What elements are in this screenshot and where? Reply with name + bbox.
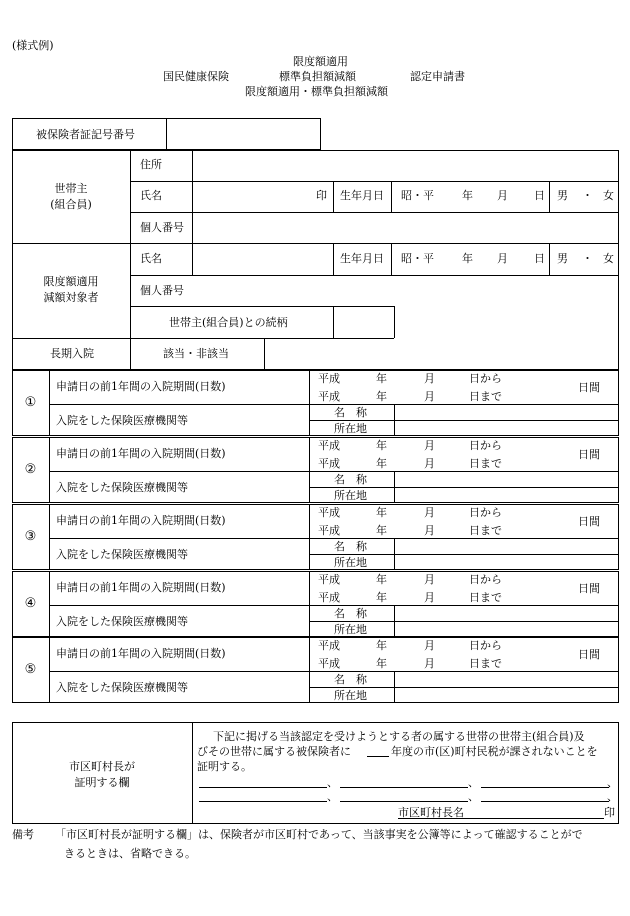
target-year: 年 [462, 252, 473, 265]
period-from: 日から [469, 372, 502, 385]
title-center: 標準負担額減額 [279, 70, 356, 83]
householder-birthdate-label: 生年月日 [340, 189, 384, 202]
period-from: 日から [469, 639, 502, 652]
mayor-seal: 印 [604, 806, 615, 819]
target-dot: ・ [582, 252, 593, 265]
remarks-line1: 「市区町村長が証明する欄」は、保険者が市区町村であって、当該事実を公簿等によって確認することがで [55, 828, 583, 841]
period-duration-label: 申請日の前1年間の入院期間(日数) [56, 647, 226, 660]
period-institution-label: 入院をした保険医療機関等 [56, 615, 188, 628]
period-number: ① [24, 395, 37, 410]
period-month: 月 [424, 439, 435, 452]
period-to: 日まで [469, 657, 502, 670]
period-institution-name-label: 名 称 [334, 406, 367, 419]
period-duration-label: 申請日の前1年間の入院期間(日数) [56, 380, 226, 393]
remarks-line2: きるときは、省略できる。 [64, 847, 196, 860]
period-month: 月 [424, 506, 435, 519]
period-from: 日から [469, 506, 502, 519]
householder-month: 月 [497, 189, 508, 202]
period-month: 月 [424, 573, 435, 586]
period-month: 月 [424, 390, 435, 403]
target-name-label: 氏名 [140, 252, 162, 265]
householder-era: 昭・平 [401, 189, 434, 202]
period-era: 平成 [318, 524, 340, 537]
period-year: 年 [376, 457, 387, 470]
period-month: 月 [424, 457, 435, 470]
certification-label-2: 証明する欄 [74, 776, 130, 789]
period-year: 年 [376, 372, 387, 385]
period-days: 日間 [578, 648, 600, 661]
comma-5: 、 [468, 790, 479, 803]
period-to: 日まで [469, 591, 502, 604]
period-era: 平成 [318, 390, 340, 403]
period-duration-label: 申請日の前1年間の入院期間(日数) [56, 514, 226, 527]
target-era: 昭・平 [401, 252, 434, 265]
target-male: 男 [557, 252, 568, 265]
period-era: 平成 [318, 657, 340, 670]
remarks-label: 備考 [12, 828, 34, 841]
period-era: 平成 [318, 372, 340, 385]
title-right: 認定申請書 [410, 70, 465, 83]
householder-male: 男 [557, 189, 568, 202]
target-month: 月 [497, 252, 508, 265]
form-label: (様式例) [12, 39, 54, 52]
mayor-name-label: 市区町村長名 [398, 806, 464, 819]
comma-4: 、 [327, 790, 338, 803]
householder-label-2: (組合員) [50, 198, 92, 211]
period-era: 平成 [318, 639, 340, 652]
title-line3: 限度額適用・標準負担額減額 [245, 85, 388, 98]
period-era: 平成 [318, 591, 340, 604]
period-year: 年 [376, 506, 387, 519]
period-to: 日まで [469, 457, 502, 470]
householder-address-label: 住所 [140, 158, 162, 171]
period-duration-label: 申請日の前1年間の入院期間(日数) [56, 581, 226, 594]
title-line1: 限度額適用 [293, 55, 348, 68]
long-term-label: 長期入院 [50, 347, 94, 360]
period-number: ③ [24, 529, 37, 544]
certification-label-1: 市区町村長が [69, 760, 135, 773]
period-year: 年 [376, 639, 387, 652]
target-personal-number-label: 個人番号 [140, 284, 184, 297]
period-number: ② [24, 462, 37, 477]
period-institution-name-label: 名 称 [334, 607, 367, 620]
period-days: 日間 [578, 515, 600, 528]
period-days: 日間 [578, 448, 600, 461]
comma-6: 、 [607, 790, 618, 803]
target-day: 日 [534, 252, 545, 265]
period-year: 年 [376, 591, 387, 604]
long-term-value: 該当・非該当 [163, 347, 229, 360]
householder-personal-number-label: 個人番号 [140, 221, 184, 234]
period-days: 日間 [578, 381, 600, 394]
target-birthdate-label: 生年月日 [340, 252, 384, 265]
period-era: 平成 [318, 573, 340, 586]
period-from: 日から [469, 573, 502, 586]
householder-year: 年 [462, 189, 473, 202]
period-institution-name-label: 名 称 [334, 540, 367, 553]
period-number: ⑤ [24, 662, 37, 677]
certification-text-2b: 年度の市(区)町村民税が課されないことを [391, 745, 598, 758]
period-from: 日から [469, 439, 502, 452]
period-institution-address-label: 所在地 [334, 422, 367, 435]
period-month: 月 [424, 591, 435, 604]
period-institution-label: 入院をした保険医療機関等 [56, 548, 188, 561]
target-relation-label: 世帯主(組合員)との続柄 [169, 316, 288, 329]
target-label-2: 減額対象者 [43, 291, 99, 304]
certification-text-3: 証明する。 [197, 760, 252, 773]
period-to: 日まで [469, 524, 502, 537]
period-institution-address-label: 所在地 [334, 689, 367, 702]
period-institution-label: 入院をした保険医療機関等 [56, 481, 188, 494]
period-institution-address-label: 所在地 [334, 623, 367, 636]
period-era: 平成 [318, 439, 340, 452]
householder-dot: ・ [582, 189, 593, 202]
period-institution-label: 入院をした保険医療機関等 [56, 414, 188, 427]
period-days: 日間 [578, 582, 600, 595]
comma-2: 、 [468, 776, 479, 789]
period-institution-label: 入院をした保険医療機関等 [56, 681, 188, 694]
period-number: ④ [24, 596, 37, 611]
period-year: 年 [376, 390, 387, 403]
period-era: 平成 [318, 457, 340, 470]
period-year: 年 [376, 657, 387, 670]
period-era: 平成 [318, 506, 340, 519]
period-year: 年 [376, 573, 387, 586]
certification-text-2a: びその世帯に属する被保険者に [197, 745, 351, 758]
period-month: 月 [424, 639, 435, 652]
householder-female: 女 [603, 189, 614, 202]
target-label-1: 限度額適用 [43, 275, 99, 288]
period-institution-name-label: 名 称 [334, 473, 367, 486]
period-duration-label: 申請日の前1年間の入院期間(日数) [56, 447, 226, 460]
certification-text-1: 下記に掲げる当該認定を受けようとする者の属する世帯の世帯主(組合員)及 [213, 730, 585, 743]
period-year: 年 [376, 439, 387, 452]
householder-label-1: 世帯主 [54, 182, 88, 195]
period-to: 日まで [469, 390, 502, 403]
period-month: 月 [424, 657, 435, 670]
period-institution-name-label: 名 称 [334, 673, 367, 686]
period-month: 月 [424, 524, 435, 537]
comma-3: 、 [607, 776, 618, 789]
period-institution-address-label: 所在地 [334, 556, 367, 569]
householder-day: 日 [534, 189, 545, 202]
period-institution-address-label: 所在地 [334, 489, 367, 502]
period-month: 月 [424, 372, 435, 385]
title-left: 国民健康保険 [163, 70, 229, 83]
period-year: 年 [376, 524, 387, 537]
insured-number-label: 被保険者証記号番号 [36, 128, 135, 141]
householder-seal: 印 [316, 189, 327, 202]
target-female: 女 [603, 252, 614, 265]
householder-name-label: 氏名 [140, 189, 162, 202]
comma-1: 、 [327, 776, 338, 789]
